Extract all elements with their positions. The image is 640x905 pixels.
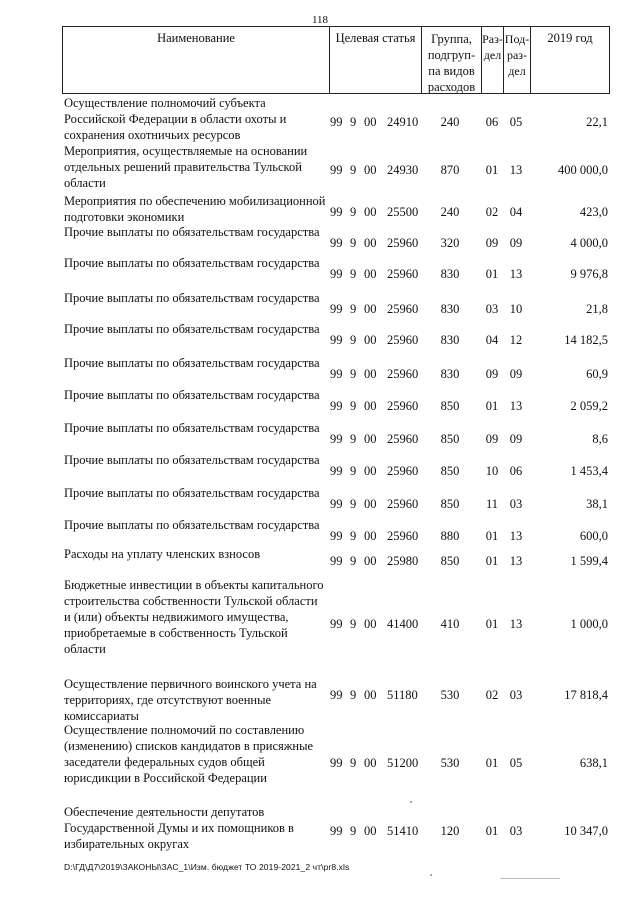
row-p2: 9 [350, 399, 357, 413]
row-p1: 99 [330, 267, 343, 281]
row-group: 880 [440, 529, 460, 543]
row-name: Мероприятия, осуществляемые на основании отдельных решений правительства Тульской области [64, 144, 308, 190]
row-group: 850 [440, 399, 460, 413]
row-p2: 9 [350, 464, 357, 478]
row-amount: 2 059,2 [570, 399, 608, 413]
row-section: 09 [485, 367, 499, 381]
row-subsection: 03 [509, 497, 523, 511]
row-p4: 51180 [387, 688, 418, 702]
row-group: 530 [440, 756, 460, 770]
row-p3: 00 [364, 333, 377, 347]
row-subsection: 03 [509, 824, 523, 838]
row-p2: 9 [350, 236, 357, 250]
row-p3: 00 [364, 617, 377, 631]
header-group [421, 26, 482, 94]
row-p2: 9 [350, 115, 357, 129]
row-amount: 423,0 [579, 205, 608, 219]
row-p2: 9 [350, 267, 357, 281]
row-p2: 9 [350, 756, 357, 770]
row-amount: 600,0 [579, 529, 608, 543]
row-subsection: 10 [509, 302, 523, 316]
row-p4: 24910 [387, 115, 419, 129]
row-p3: 00 [364, 497, 377, 511]
row-p4: 24930 [387, 163, 419, 177]
row-name: Прочие выплаты по обязательствам государства [64, 486, 320, 500]
row-group: 240 [440, 115, 460, 129]
row-p1: 99 [330, 497, 343, 511]
row-subsection: 13 [509, 399, 523, 413]
row-name: Прочие выплаты по обязательствам государства [64, 291, 320, 305]
row-name: Прочие выплаты по обязательствам государства [64, 256, 320, 270]
row-p2: 9 [350, 205, 357, 219]
row-amount: 14 182,5 [564, 333, 608, 347]
row-subsection: 06 [509, 464, 523, 478]
row-section: 01 [485, 529, 499, 543]
row-group: 530 [440, 688, 460, 702]
row-p1: 99 [330, 236, 343, 250]
row-p1: 99 [330, 163, 343, 177]
row-subsection: 13 [509, 267, 523, 281]
row-group: 830 [440, 302, 460, 316]
row-subsection: 04 [509, 205, 523, 219]
row-group: 830 [440, 267, 460, 281]
row-p1: 99 [330, 367, 343, 381]
row-amount: 638,1 [579, 756, 608, 770]
row-subsection: 05 [509, 756, 523, 770]
row-p4: 25960 [387, 302, 419, 316]
row-amount: 9 976,8 [570, 267, 608, 281]
header-subsection [503, 26, 531, 94]
row-group: 850 [440, 432, 460, 446]
scan-speck [500, 878, 560, 879]
row-p4: 51200 [387, 756, 419, 770]
scan-speck [430, 874, 432, 876]
row-p4: 25960 [387, 497, 419, 511]
row-p1: 99 [330, 756, 343, 770]
row-p3: 00 [364, 432, 377, 446]
row-group: 120 [440, 824, 460, 838]
row-section: 01 [485, 617, 499, 631]
row-section: 01 [485, 163, 499, 177]
row-p2: 9 [350, 529, 357, 543]
row-section: 01 [485, 756, 499, 770]
row-p4: 51410 [387, 824, 419, 838]
row-section: 03 [485, 302, 499, 316]
row-name: Прочие выплаты по обязательствам государства [64, 225, 320, 239]
row-subsection: 13 [509, 617, 523, 631]
row-p4: 25960 [387, 432, 419, 446]
header-group-line: подгруп- [427, 48, 476, 62]
header-group-line: Группа, [431, 32, 472, 46]
row-p1: 99 [330, 432, 343, 446]
row-amount: 8,6 [592, 432, 608, 446]
row-subsection: 03 [509, 688, 523, 702]
row-group: 850 [440, 464, 460, 478]
row-p4: 25980 [387, 554, 419, 568]
row-p4: 25960 [387, 399, 419, 413]
row-section: 01 [485, 824, 499, 838]
row-group: 240 [440, 205, 460, 219]
row-subsection: 09 [509, 236, 523, 250]
row-p2: 9 [350, 432, 357, 446]
row-p2: 9 [350, 163, 357, 177]
row-p4: 25960 [387, 267, 419, 281]
row-p3: 00 [364, 267, 377, 281]
row-name: Прочие выплаты по обязательствам государства [64, 356, 320, 370]
row-p4: 25500 [387, 205, 419, 219]
row-amount: 1 000,0 [570, 617, 608, 631]
row-group: 410 [440, 617, 460, 631]
row-subsection: 13 [509, 529, 523, 543]
row-p3: 00 [364, 367, 377, 381]
row-amount: 4 000,0 [570, 236, 608, 250]
row-amount: 60,9 [586, 367, 608, 381]
row-amount: 38,1 [586, 497, 608, 511]
row-name: Прочие выплаты по обязательствам государства [64, 388, 320, 402]
row-p3: 00 [364, 529, 377, 543]
row-p1: 99 [330, 115, 343, 129]
row-section: 10 [485, 464, 499, 478]
row-p3: 00 [364, 399, 377, 413]
row-section: 02 [485, 688, 499, 702]
row-p1: 99 [330, 399, 343, 413]
row-p1: 99 [330, 464, 343, 478]
row-amount: 1 599,4 [570, 554, 608, 568]
row-p2: 9 [350, 688, 357, 702]
row-amount: 10 347,0 [564, 824, 608, 838]
row-amount: 1 453,4 [570, 464, 608, 478]
row-subsection: 12 [509, 333, 523, 347]
row-amount: 400 000,0 [558, 163, 608, 177]
row-p2: 9 [350, 302, 357, 316]
row-subsection: 09 [509, 432, 523, 446]
row-p3: 00 [364, 464, 377, 478]
row-p1: 99 [330, 688, 343, 702]
row-p4: 25960 [387, 464, 419, 478]
row-p3: 00 [364, 205, 377, 219]
row-p3: 00 [364, 115, 377, 129]
row-section: 06 [485, 115, 499, 129]
row-p1: 99 [330, 302, 343, 316]
row-name: Прочие выплаты по обязательствам государства [64, 453, 320, 467]
row-p1: 99 [330, 554, 343, 568]
row-p1: 99 [330, 205, 343, 219]
row-name: Прочие выплаты по обязательствам государства [64, 421, 320, 435]
row-group: 830 [440, 333, 460, 347]
header-subsection-line: Под- [504, 32, 530, 46]
row-p3: 00 [364, 824, 377, 838]
row-p2: 9 [350, 617, 357, 631]
row-p1: 99 [330, 617, 343, 631]
row-p2: 9 [350, 824, 357, 838]
row-group: 320 [440, 236, 460, 250]
header-subsection-line: раз- [506, 48, 528, 62]
row-subsection: 05 [509, 115, 523, 129]
header-subsection-line: дел [508, 64, 526, 78]
row-p1: 99 [330, 529, 343, 543]
row-p4: 25960 [387, 236, 419, 250]
header-name: Наименование [62, 26, 330, 94]
header-year: 2019 год [530, 26, 610, 94]
row-name: Прочие выплаты по обязательствам государства [64, 322, 320, 336]
row-p2: 9 [350, 497, 357, 511]
row-section: 09 [485, 236, 499, 250]
row-p3: 00 [364, 236, 377, 250]
header-group-line: расходов [427, 80, 476, 94]
row-group: 850 [440, 554, 460, 568]
row-name: Обеспечение деятельности депутатов Государственной Думы и их помощников в избирательных округах [64, 805, 294, 851]
header-section-line: Раз- [482, 32, 503, 46]
row-p3: 00 [364, 688, 377, 702]
row-name: Осуществление полномочий по составлению (изменению) списков кандидатов в присяжные заседатели федеральных судов общей юрисдикции в Российской Федерации [64, 723, 314, 785]
row-section: 09 [485, 432, 499, 446]
row-p2: 9 [350, 367, 357, 381]
row-section: 01 [485, 267, 499, 281]
row-section: 02 [485, 205, 499, 219]
row-amount: 22,1 [586, 115, 608, 129]
row-name: Расходы на уплату членских взносов [64, 547, 261, 561]
row-p3: 00 [364, 302, 377, 316]
row-p2: 9 [350, 333, 357, 347]
row-amount: 21,8 [586, 302, 608, 316]
row-group: 830 [440, 367, 460, 381]
row-p3: 00 [364, 756, 377, 770]
row-section: 01 [485, 399, 499, 413]
row-name: Бюджетные инвестиции в объекты капитального строительства собственности Тульской области и (или) объекты недвижимого имущества, приобретаемые в собственность Тульской области [64, 578, 324, 656]
row-name: Осуществление полномочий субъекта Российской Федерации в области охоты и сохранения охотничьих ресурсов [64, 96, 287, 142]
row-p4: 41400 [387, 617, 419, 631]
header-target-article: Целевая статья [329, 26, 422, 94]
row-section: 01 [485, 554, 499, 568]
row-p3: 00 [364, 163, 377, 177]
row-subsection: 13 [509, 554, 523, 568]
row-p2: 9 [350, 554, 357, 568]
row-p4: 25960 [387, 367, 419, 381]
row-name: Осуществление первичного воинского учета на территориях, где отсутствуют военные комиссариаты [64, 677, 317, 723]
row-section: 11 [485, 497, 499, 511]
page-number: 118 [311, 14, 329, 26]
row-p1: 99 [330, 333, 343, 347]
row-p4: 25960 [387, 529, 419, 543]
row-group: 870 [440, 163, 460, 177]
header-section-line: дел [483, 48, 502, 62]
row-p4: 25960 [387, 333, 419, 347]
row-group: 850 [440, 497, 460, 511]
row-name: Прочие выплаты по обязательствам государства [64, 518, 320, 532]
row-subsection: 09 [509, 367, 523, 381]
header-section [481, 26, 504, 94]
row-section: 04 [485, 333, 499, 347]
footer-file-path: D:\ГД\Д7\2019\ЗАКОНЫ\ЗАС_1\Изм. бюджет ТО 2019-2021_2 чт\pr8.xls [64, 862, 350, 872]
header-group-line: па видов [428, 64, 475, 78]
row-name: Мероприятия по обеспечению мобилизационной подготовки экономики [64, 194, 326, 224]
row-amount: 17 818,4 [564, 688, 608, 702]
scan-speck [410, 801, 412, 803]
row-p1: 99 [330, 824, 343, 838]
row-p3: 00 [364, 554, 377, 568]
row-subsection: 13 [509, 163, 523, 177]
